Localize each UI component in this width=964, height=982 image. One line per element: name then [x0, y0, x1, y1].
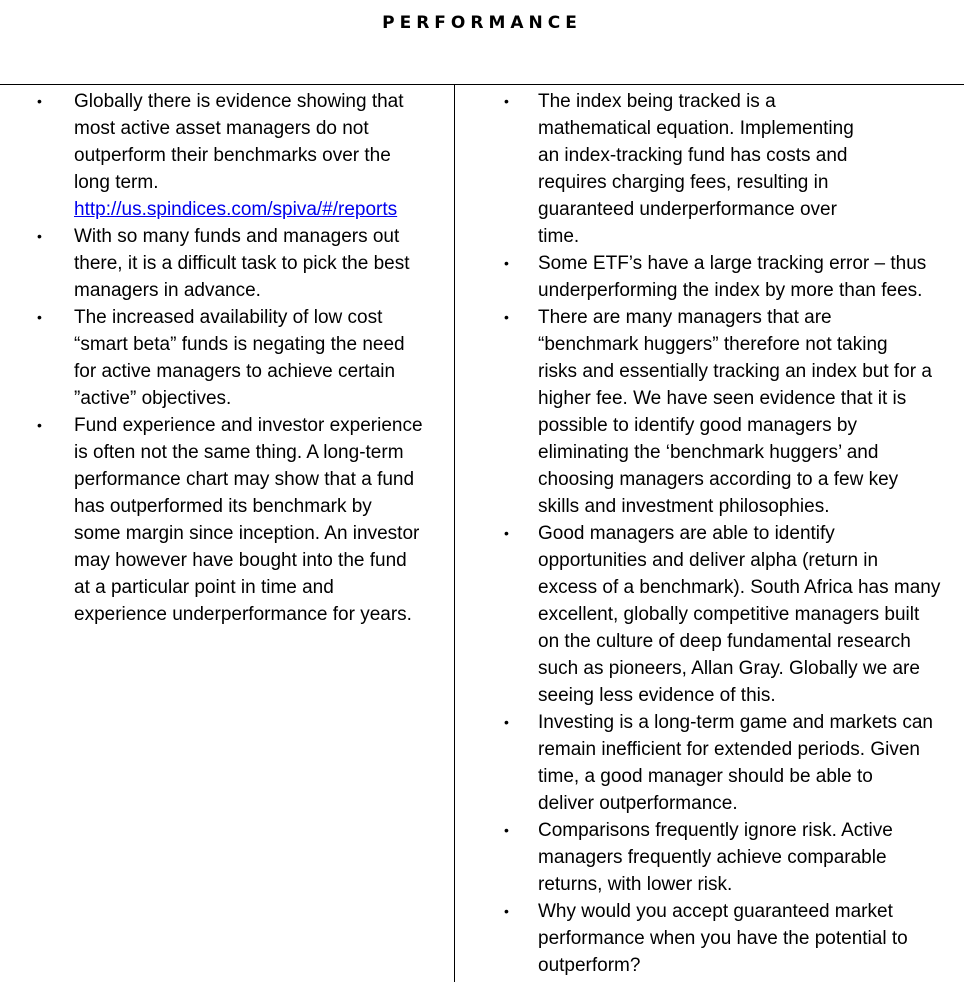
right-column-bullet-list	[456, 88, 962, 979]
bullet-dot-icon: •	[504, 309, 509, 325]
bullet-text-line: With so many funds and managers out	[74, 226, 400, 247]
bullet-text-line: there, it is a difficult task to pick the best	[74, 253, 410, 274]
bullet-text-line: “smart beta” funds is negating the need	[74, 334, 405, 355]
bullet-text-line: skills and investment philosophies.	[538, 496, 830, 517]
right-bullet-item	[456, 898, 962, 979]
bullet-text-line: outperform their benchmarks over the	[74, 145, 391, 166]
bullet-text-line: such as pioneers, Allan Gray. Globally we are	[538, 658, 920, 679]
column-divider	[454, 85, 455, 982]
bullet-text-line: for active managers to achieve certain	[74, 361, 396, 382]
bullet-text-line: Fund experience and investor experience	[74, 415, 423, 436]
bullet-text-line: choosing managers according to a few key	[538, 469, 899, 490]
right-bullet-item	[456, 709, 962, 817]
right-bullet-item	[456, 88, 962, 250]
bullet-text-line: performance chart may show that a fund	[74, 469, 415, 490]
bullet-text-line: performance when you have the potential to	[538, 928, 908, 949]
bullet-text-line: is often not the same thing. A long-term	[74, 442, 404, 463]
bullet-dot-icon: •	[504, 93, 509, 109]
bullet-text-line: eliminating the ‘benchmark huggers’ and	[538, 442, 879, 463]
right-bullet-item	[456, 304, 962, 520]
right-bullet-item	[456, 817, 962, 898]
left-bullet-item	[0, 223, 452, 304]
bullet-text-line: requires charging fees, resulting in	[538, 172, 829, 193]
bullet-dot-icon: •	[504, 903, 509, 919]
header-rule	[0, 84, 964, 85]
bullet-text-line: on the culture of deep fundamental research	[538, 631, 911, 652]
bullet-text-line: time.	[538, 226, 580, 247]
bullet-dot-icon: •	[504, 714, 509, 730]
left-column-bullet-list	[0, 88, 452, 628]
bullet-text-line: opportunities and deliver alpha (return in	[538, 550, 879, 571]
bullet-text-line: remain inefficient for extended periods. Given	[538, 739, 920, 760]
bullet-text-line: guaranteed underperformance over	[538, 199, 837, 220]
bullet-text-line: some margin since inception. An investor	[74, 523, 420, 544]
bullet-dot-icon: •	[504, 255, 509, 271]
bullet-text-line: returns, with lower risk.	[538, 874, 733, 895]
right-bullet-item	[456, 250, 962, 304]
bullet-text-line: most active asset managers do not	[74, 118, 369, 139]
bullet-text-line: experience underperformance for years.	[74, 604, 412, 625]
bullet-text-line: deliver outperformance.	[538, 793, 738, 814]
bullet-text-line: Good managers are able to identify	[538, 523, 835, 544]
bullet-text-line: may however have bought into the fund	[74, 550, 407, 571]
page-title: PERFORMANCE	[382, 13, 582, 33]
bullet-text-line: The index being tracked is a	[538, 91, 776, 112]
bullet-dot-icon: •	[37, 93, 42, 109]
bullet-text-line: excess of a benchmark). South Africa has many	[538, 577, 941, 598]
bullet-text-line: excellent, globally competitive managers built	[538, 604, 920, 625]
bullet-text-line: mathematical equation. Implementing	[538, 118, 854, 139]
right-bullet-item	[456, 520, 962, 709]
left-bullet-item	[0, 304, 452, 412]
bullet-text-line: time, a good manager should be able to	[538, 766, 873, 787]
bullet-text-line: There are many managers that are	[538, 307, 832, 328]
bullet-text-line: higher fee. We have seen evidence that it is	[538, 388, 907, 409]
bullet-dot-icon: •	[504, 525, 509, 541]
bullet-text-line: managers frequently achieve comparable	[538, 847, 887, 868]
bullet-text-line: Comparisons frequently ignore risk. Active	[538, 820, 893, 841]
left-bullet-item	[0, 88, 452, 223]
spiva-reports-link[interactable]: http://us.spindices.com/spiva/#/reports	[74, 199, 398, 220]
bullet-text-line: “benchmark huggers” therefore not taking	[538, 334, 888, 355]
bullet-text-line: seeing less evidence of this.	[538, 685, 776, 706]
bullet-text-line: outperform?	[538, 955, 641, 976]
bullet-text-line: underperforming the index by more than fees.	[538, 280, 923, 301]
bullet-text-line: at a particular point in time and	[74, 577, 334, 598]
bullet-text-line: Globally there is evidence showing that	[74, 91, 404, 112]
bullet-text-line: Some ETF’s have a large tracking error – thus	[538, 253, 927, 274]
bullet-text-line: Why would you accept guaranteed market	[538, 901, 893, 922]
bullet-dot-icon: •	[37, 228, 42, 244]
left-bullet-item	[0, 412, 452, 628]
bullet-text-line: an index-tracking fund has costs and	[538, 145, 848, 166]
bullet-text-line: ”active” objectives.	[74, 388, 232, 409]
bullet-text-line: possible to identify good managers by	[538, 415, 857, 436]
bullet-dot-icon: •	[37, 309, 42, 325]
bullet-text-line: long term.	[74, 172, 159, 193]
bullet-text-line: The increased availability of low cost	[74, 307, 383, 328]
bullet-text-line: has outperformed its benchmark by	[74, 496, 372, 517]
bullet-text-line: managers in advance.	[74, 280, 261, 301]
bullet-dot-icon: •	[37, 417, 42, 433]
bullet-text-line: Investing is a long-term game and markets can	[538, 712, 933, 733]
bullet-dot-icon: •	[504, 822, 509, 838]
bullet-text-line: risks and essentially tracking an index but for a	[538, 361, 932, 382]
